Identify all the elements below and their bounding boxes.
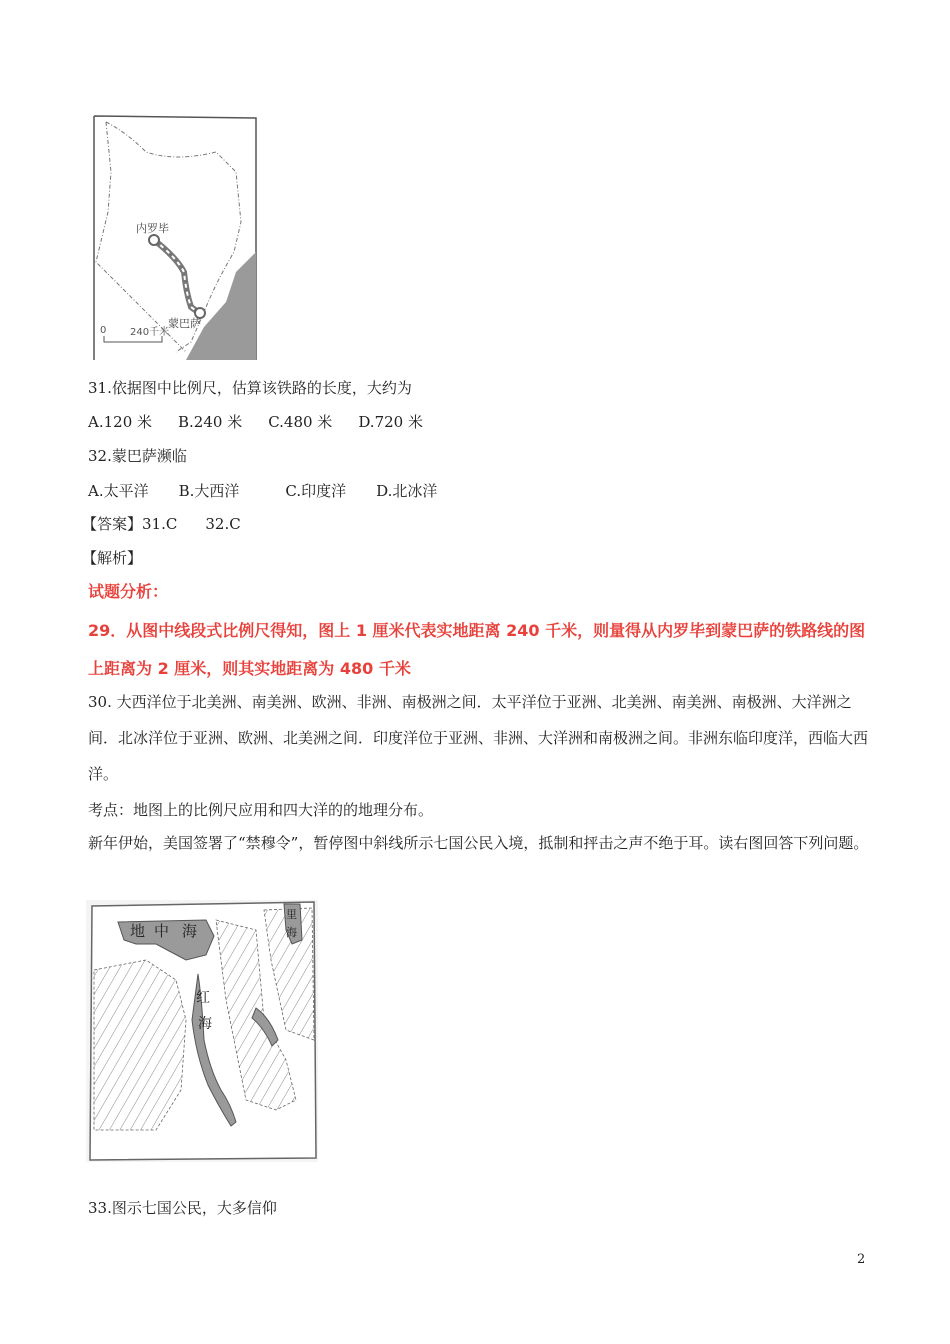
- question-33-stem: 33.图示七国公民，大多信仰: [88, 1199, 277, 1217]
- middle-east-map: [86, 900, 318, 1162]
- question-32-options: [88, 481, 437, 501]
- q32-option-c: C.印度洋: [285, 482, 347, 500]
- label-mombasa: 蒙巴萨: [168, 317, 201, 330]
- q31-option-c: C.480 米: [268, 413, 333, 431]
- analysis-29: 29．从图中线段式比例尺得知，图上 1 厘米代表实地距离 240 千米，则量得从内罗毕到蒙巴萨的铁路线的图上距离为 2 厘米，则其实地距离为 480 千米: [88, 621, 866, 678]
- analysis-30: 30. 大西洋位于北美洲、南美洲、欧洲、非洲、南极洲之间．太平洋位于亚洲、北美洲、南美洲、南极洲、大洋洲之间．北冰洋位于亚洲、欧洲、北美洲之间．印度洋位于亚洲、非洲、大洋洲和南极洲之间。非洲东临印度洋，西临大西洋。: [88, 693, 869, 783]
- q31-option-b: B.240 米: [178, 413, 243, 431]
- answer-line: [82, 514, 241, 534]
- label-med-2: 中: [154, 922, 170, 940]
- intro-paragraph: 新年伊始，美国签署了“禁穆令”，暂停图中斜线所示七国公民入境，抵制和抨击之声不绝于耳。读右图回答下列问题。: [88, 834, 869, 852]
- kenya-railway-map: [86, 112, 262, 362]
- hatched-countries-west: [94, 960, 186, 1130]
- label-corner-1: 里: [286, 908, 297, 921]
- nairobi-marker: [149, 235, 159, 245]
- label-med-1: 地: [130, 922, 146, 940]
- q32-option-d: D.北冰洋: [376, 482, 438, 500]
- answer-31: 31.C: [142, 515, 178, 533]
- question-31-options: [88, 412, 423, 432]
- label-med-3: 海: [182, 922, 198, 940]
- kaodian: 考点：地图上的比例尺应用和四大洋的的地理分布。: [88, 801, 434, 819]
- label-red-1: 红: [196, 990, 210, 1006]
- question-32-stem: 32.蒙巴萨濒临: [88, 447, 187, 465]
- analysis-label: 【解析】: [82, 549, 143, 567]
- answer-label: 【答案】: [82, 515, 143, 533]
- question-31-stem: 31.依据图中比例尺，估算该铁路的长度，大约为: [88, 379, 412, 397]
- q32-option-b: B.大西洋: [178, 482, 240, 500]
- q32-option-a: A.太平洋: [88, 482, 149, 500]
- scale-value: 240千米: [130, 327, 170, 338]
- page-number: 2: [857, 1252, 866, 1267]
- answer-32: 32.C: [205, 515, 241, 533]
- label-nairobi: 内罗毕: [136, 222, 169, 235]
- label-red-2: 海: [198, 1016, 212, 1032]
- scale-zero: 0: [100, 325, 107, 336]
- q31-option-a: A.120 米: [88, 413, 152, 431]
- analysis-heading: 试题分析：: [88, 582, 169, 601]
- q31-option-d: D.720 米: [358, 413, 423, 431]
- label-corner-2: 海: [286, 926, 297, 939]
